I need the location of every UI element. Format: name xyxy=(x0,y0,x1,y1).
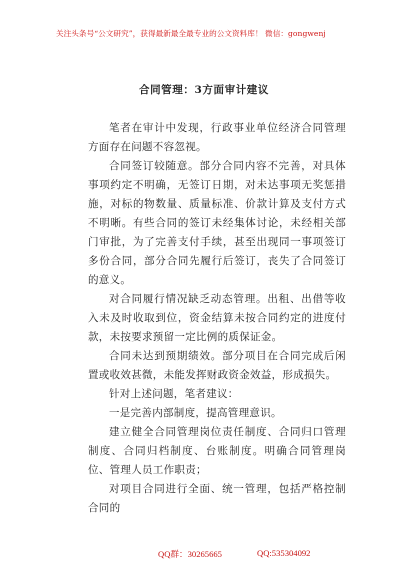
paragraph: 合同未达到预期绩效。部分项目在合同完成后闲置或收效甚微，未能发挥财政资金效益，形成损失。 xyxy=(88,350,346,381)
paragraph: 笔者在审计中发现，行政事业单位经济合同管理方面存在问题不容忽视。 xyxy=(88,122,346,153)
document-body xyxy=(88,119,346,518)
paragraph: 一是完善内部制度，提高管理意识。 xyxy=(109,407,282,419)
paragraph: 针对上述问题，笔者建议： xyxy=(109,388,239,400)
paragraph: 对项目合同进行全面、统一管理，包括严格控制合同的 xyxy=(88,483,346,514)
paragraph: 合同签订较随意。部分合同内容不完善，对具体事项约定不明确，无签订日期，对未达事项无奖惩措施，对标的物数量、质量标准、价款计算及支付方式不明晰。有些合同的签订未经集体讨论，未经相关部门审批，为了完善支付手续，甚至出现同一事项签订多份合同，部分合同先履行后签订，丧失了合同签订的意义。 xyxy=(88,160,346,286)
document-title: 合同管理：3方面审计建议 xyxy=(138,84,269,96)
qq-group-number: QQ群：30265665 xyxy=(158,549,222,559)
paragraph: 建立健全合同管理岗位责任制度、合同归口管理制度、合同归档制度、台账制度。明确合同管理岗位、管理人员工作职责； xyxy=(88,426,346,476)
qq-contact-number: QQ:535304092 xyxy=(257,548,311,558)
promo-banner: 关注头条号“公文研究”，获得最新最全最专业的公文资料库！ 微信：gongwenj xyxy=(56,29,326,38)
paragraph: 对合同履行情况缺乏动态管理。出租、出借等收入未及时收取到位，资金结算未按合同约定的进度付款，未按要求预留一定比例的质保证金。 xyxy=(88,293,346,343)
